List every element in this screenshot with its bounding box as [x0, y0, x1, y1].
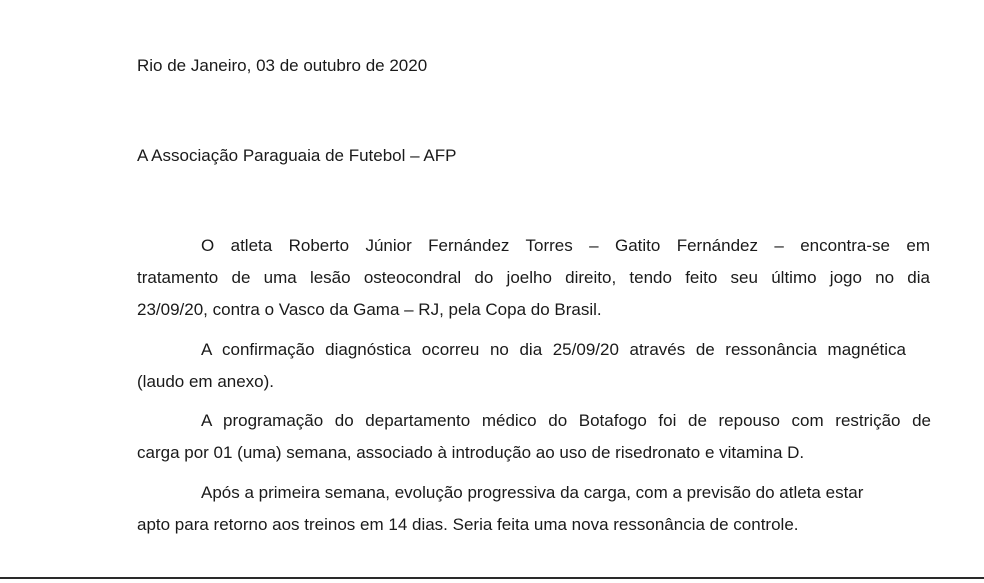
- paragraph-2-line-2: (laudo em anexo).: [137, 372, 275, 391]
- paragraph-3-line-1: A programação do departamento médico do Botafogo foi de repouso com restrição de: [201, 411, 931, 430]
- paragraph-1-line-2: tratamento de uma lesão osteocondral do joelho direito, tendo feito seu último jogo no dia: [137, 268, 930, 287]
- recipient-line: A Associação Paraguaia de Futebol – AFP: [137, 146, 457, 165]
- paragraph-4-line-2: apto para retorno aos treinos em 14 dias. Seria feita uma nova ressonância de controle.: [137, 515, 799, 534]
- page-bottom-edge: [0, 577, 984, 579]
- paragraph-1-line-1: O atleta Roberto Júnior Fernández Torres – Gatito Fernández – encontra-se em: [201, 236, 930, 255]
- paragraph-3-line-2: carga por 01 (uma) semana, associado à introdução ao uso de risedronato e vitamina D.: [137, 443, 805, 462]
- date-line: Rio de Janeiro, 03 de outubro de 2020: [137, 56, 428, 75]
- paragraph-1-line-3: 23/09/20, contra o Vasco da Gama – RJ, pela Copa do Brasil.: [137, 300, 602, 319]
- paragraph-2-line-1: A confirmação diagnóstica ocorreu no dia 25/09/20 através de ressonância magnética: [201, 340, 906, 359]
- paragraph-4-line-1: Após a primeira semana, evolução progressiva da carga, com a previsão do atleta estar: [201, 483, 864, 502]
